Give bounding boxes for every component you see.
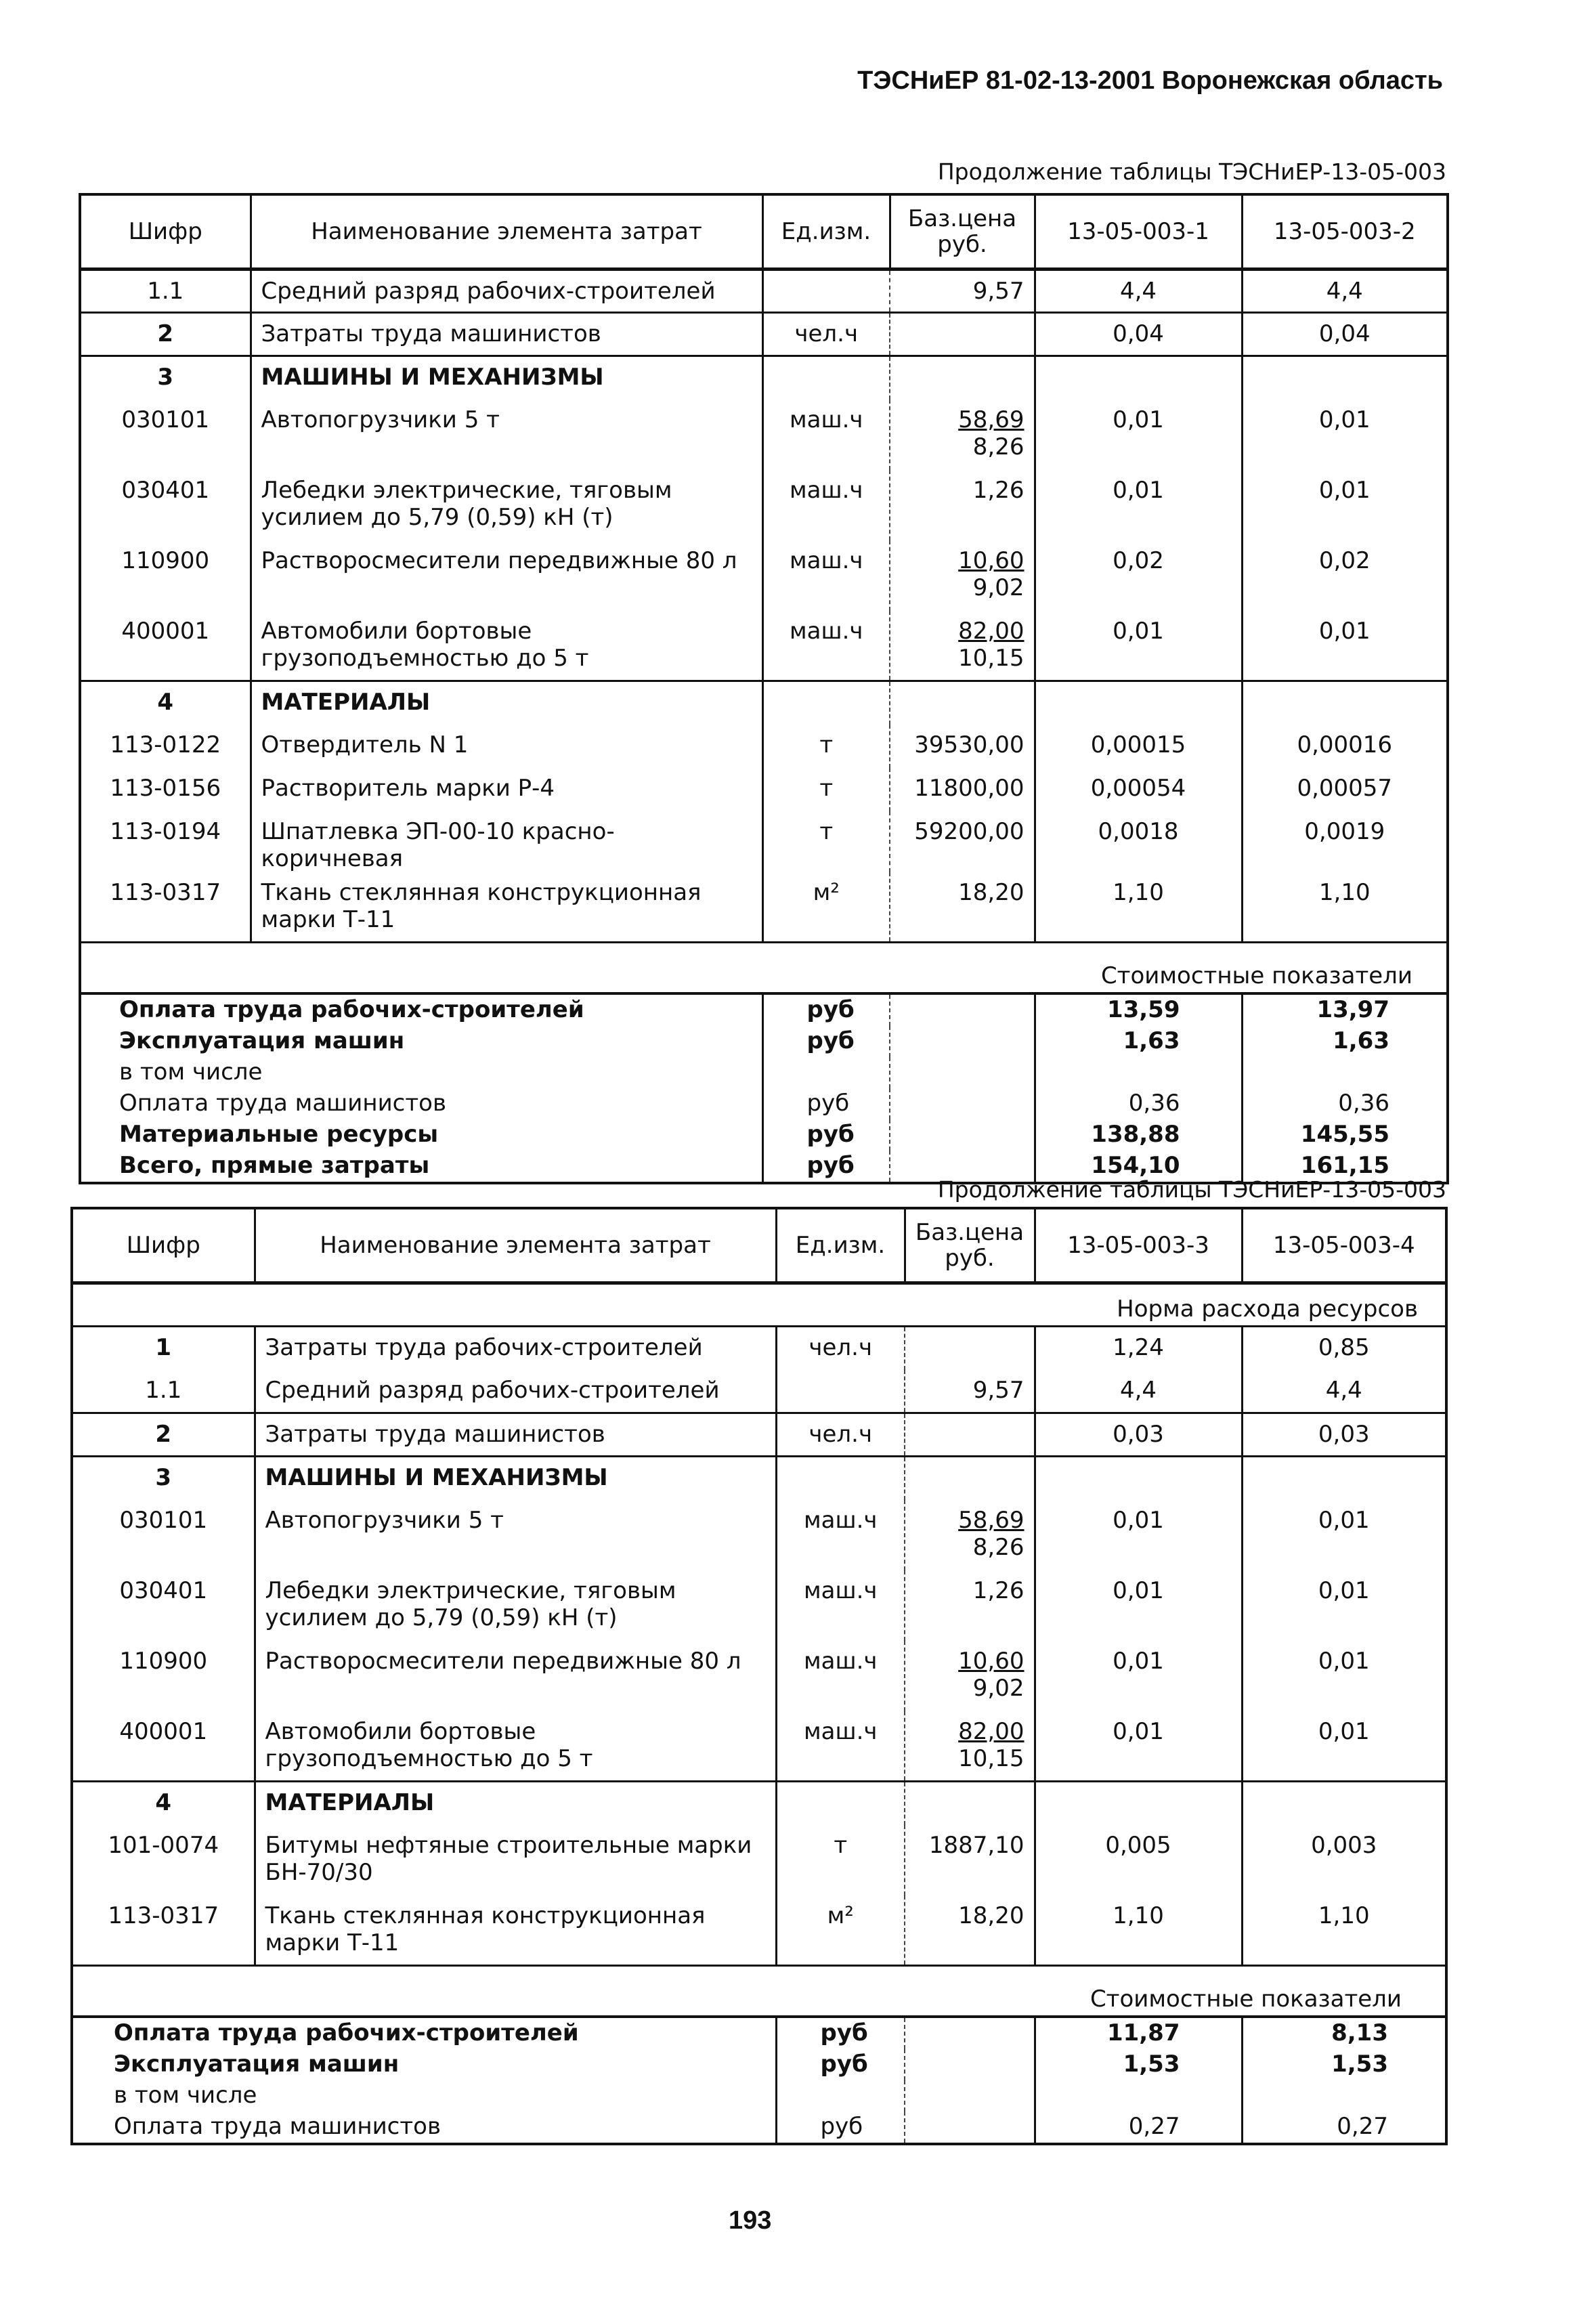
- cell-unit: т: [776, 1825, 905, 1895]
- cell-code: 110900: [72, 1641, 255, 1711]
- col-header-name: Наименование элемента затрат: [251, 194, 762, 270]
- table-row: [72, 1370, 1446, 1413]
- summary-value-1: 154,10: [1035, 1151, 1242, 1183]
- cell-norm-1: 0,00054: [1035, 768, 1242, 811]
- col-header-norm-1: 13-05-003-1: [1035, 194, 1242, 270]
- table-row: [80, 270, 1448, 313]
- cell-code: 101-0074: [72, 1825, 255, 1895]
- cell-code: 3: [80, 356, 251, 400]
- cell-name: Затраты труда рабочих-строителей: [255, 1327, 776, 1370]
- col-header-norm-2: 13-05-003-2: [1242, 194, 1448, 270]
- cell-unit: маш.ч: [776, 1500, 905, 1570]
- price-base: 10,15: [958, 644, 1025, 672]
- cell-code: 400001: [72, 1711, 255, 1782]
- price-base: 9,02: [972, 574, 1025, 601]
- cell-code: 113-0156: [80, 768, 251, 811]
- cell-name: Автомобили бортовые грузоподъемностью до 5 т: [251, 611, 762, 681]
- cell-code: 113-0317: [80, 872, 251, 943]
- cell-name: Ткань стеклянная конструкционная марки Т-11: [251, 872, 762, 943]
- cell-unit: [762, 270, 890, 313]
- cell-norm-1: 0,00015: [1035, 725, 1242, 768]
- price-base: 8,26: [972, 433, 1025, 460]
- summary-label: Оплата труда рабочих-строителей: [80, 993, 762, 1026]
- cell-code: 1.1: [72, 1370, 255, 1413]
- cell-norm-3: 0,01: [1035, 1500, 1242, 1570]
- summary-row: [72, 2080, 1446, 2111]
- cell-code: 4: [72, 1782, 255, 1825]
- summary-label: в том числе: [72, 2080, 776, 2111]
- col-header-name: Наименование элемента затрат: [255, 1208, 776, 1283]
- cell-norm-4: 0,003: [1311, 1831, 1377, 1859]
- cell-unit: маш.ч: [762, 470, 890, 540]
- cell-norm-3: 1,24: [1035, 1327, 1242, 1370]
- cell-price: 59200,00: [890, 811, 1035, 872]
- table1-caption: Продолжение таблицы ТЭСНиЕР-13-05-003: [937, 158, 1446, 185]
- summary-row: [80, 1057, 1448, 1088]
- price-current: 58,69: [958, 1506, 1025, 1534]
- cell-price: [905, 1500, 1035, 1570]
- cell-norm-1: 0,01: [1035, 400, 1242, 470]
- summary-row: [80, 993, 1448, 1026]
- summary-label: Всего, прямые затраты: [80, 1151, 762, 1183]
- price-base: 8,26: [972, 1533, 1025, 1561]
- cell-norm-3: 0,01: [1035, 1711, 1242, 1782]
- cell-price: 9,57: [890, 270, 1035, 313]
- cell-norm-4: 0,01: [1318, 1647, 1370, 1675]
- cell-price: 9,57: [905, 1370, 1035, 1413]
- table-row: [72, 1641, 1446, 1711]
- summary-unit: руб: [776, 2111, 905, 2144]
- cell-norm-4: 0,03: [1242, 1413, 1446, 1457]
- summary-unit: руб: [762, 993, 890, 1026]
- cell-norm-2: 0,01: [1318, 406, 1371, 433]
- cell-name: Битумы нефтяные строительные марки БН-70/30: [255, 1825, 776, 1895]
- cell-unit: маш.ч: [762, 400, 890, 470]
- cell-norm-3: 4,4: [1035, 1370, 1242, 1413]
- summary-value-3: 11,87: [1035, 2017, 1242, 2049]
- table-row: [72, 1327, 1446, 1370]
- norm-band-row: [72, 1283, 1446, 1327]
- summary-unit: руб: [762, 1088, 890, 1119]
- cell-name: Средний разряд рабочих-строителей: [255, 1370, 776, 1413]
- cell-price: [905, 1641, 1035, 1711]
- cell-norm-4: 0,01: [1318, 1717, 1370, 1745]
- cell-name: Затраты труда машинистов: [251, 313, 762, 356]
- cell-unit: т: [762, 811, 890, 872]
- cell-norm-3: 0,03: [1035, 1413, 1242, 1457]
- cell-norm-3: 0,01: [1035, 1570, 1242, 1641]
- table-row: [80, 725, 1448, 768]
- cell-norm-2: 4,4: [1326, 278, 1363, 305]
- section-row: [80, 356, 1448, 400]
- cell-unit: [776, 1370, 905, 1413]
- summary-label: Эксплуатация машин: [80, 1026, 762, 1057]
- cell-name: Автомобили бортовые грузоподъемностью до 5 т: [255, 1711, 776, 1782]
- cell-price: [890, 611, 1035, 681]
- summary-value-2: 145,55: [1300, 1121, 1389, 1148]
- cell-norm-2: 1,10: [1318, 878, 1371, 906]
- summary-value-2: 161,15: [1300, 1152, 1389, 1179]
- section-title: МАТЕРИАЛЫ: [255, 1782, 776, 1825]
- table2-caption: Продолжение таблицы ТЭСНиЕР-13-05-003: [937, 1176, 1446, 1203]
- col-header-norm-3: 13-05-003-3: [1035, 1208, 1242, 1283]
- col-header-price: Баз.цена руб.: [905, 1208, 1035, 1283]
- cell-unit: маш.ч: [776, 1711, 905, 1782]
- cell-code: 4: [80, 681, 251, 725]
- cell-norm-2: 0,01: [1318, 476, 1371, 504]
- summary-label: Эксплуатация машин: [72, 2049, 776, 2080]
- cell-name: Автопогрузчики 5 т: [255, 1500, 776, 1570]
- summary-value-1: 0,36: [1035, 1088, 1242, 1119]
- cell-code: 400001: [80, 611, 251, 681]
- cell-code: 110900: [80, 540, 251, 611]
- col-header-code: Шифр: [72, 1208, 255, 1283]
- cell-name: Лебедки электрические, тяговым усилием до 5,79 (0,59) кН (т): [251, 470, 762, 540]
- cell-norm-2: 0,04: [1242, 313, 1448, 356]
- summary-value-3: 0,27: [1035, 2111, 1242, 2144]
- cell-code: 113-0194: [80, 811, 251, 872]
- table-row: [72, 1825, 1446, 1895]
- cell-unit: м²: [776, 1895, 905, 1966]
- cell-unit: чел.ч: [776, 1327, 905, 1370]
- table-row: [72, 1500, 1446, 1570]
- cell-unit: маш.ч: [762, 611, 890, 681]
- cell-unit: маш.ч: [776, 1570, 905, 1641]
- summary-unit: руб: [762, 1026, 890, 1057]
- cell-norm-4: 1,10: [1318, 1902, 1370, 1929]
- price-current: 82,00: [958, 1717, 1025, 1745]
- cell-name: Автопогрузчики 5 т: [251, 400, 762, 470]
- page-header: ТЭСНиЕР 81-02-13-2001 Воронежская область: [857, 66, 1443, 95]
- cell-price: [890, 313, 1035, 356]
- summary-label: Оплата труда машинистов: [80, 1088, 762, 1119]
- cell-code: 030401: [72, 1570, 255, 1641]
- cell-name: Растворосмесители передвижные 80 л: [255, 1641, 776, 1711]
- summary-value-4: 0,27: [1337, 2113, 1388, 2140]
- summary-row: [80, 1088, 1448, 1119]
- cell-price: [890, 540, 1035, 611]
- cell-norm-1: 0,01: [1035, 470, 1242, 540]
- cost-band-label: Стоимостные показатели: [80, 943, 1448, 994]
- cell-price: [905, 1711, 1035, 1782]
- cell-name: Ткань стеклянная конструкционная марки Т-11: [255, 1895, 776, 1966]
- cost-band-label: Стоимостные показатели: [72, 1966, 1446, 2017]
- page-number: 193: [729, 2206, 772, 2235]
- cell-unit: маш.ч: [776, 1641, 905, 1711]
- cell-norm-1: 1,10: [1035, 872, 1242, 943]
- summary-row: [80, 1026, 1448, 1057]
- cell-name: Затраты труда машинистов: [255, 1413, 776, 1457]
- section-title: МАШИНЫ И МЕХАНИЗМЫ: [251, 356, 762, 400]
- cell-price: 18,20: [890, 872, 1035, 943]
- summary-row: [72, 2049, 1446, 2080]
- price-current: 10,60: [958, 546, 1025, 574]
- table-row: [80, 768, 1448, 811]
- col-header-norm-4: 13-05-003-4: [1242, 1208, 1446, 1283]
- cell-code: 030401: [80, 470, 251, 540]
- summary-label: Оплата труда рабочих-строителей: [72, 2017, 776, 2049]
- cell-price: 18,20: [905, 1895, 1035, 1966]
- cell-norm-1: 4,4: [1035, 270, 1242, 313]
- price-current: 10,60: [958, 1647, 1025, 1675]
- cell-price: 1887,10: [905, 1825, 1035, 1895]
- summary-label: Материальные ресурсы: [80, 1119, 762, 1151]
- cell-price: [905, 1413, 1035, 1457]
- table2-header-row: [72, 1208, 1446, 1283]
- table-row: [80, 313, 1448, 356]
- section-row: [72, 1782, 1446, 1825]
- cell-norm-2: 0,0019: [1304, 817, 1385, 845]
- cell-norm-4: 0,01: [1318, 1506, 1370, 1534]
- summary-value-2: 13,97: [1242, 993, 1448, 1026]
- price-base: 10,15: [958, 1744, 1025, 1772]
- cell-unit: чел.ч: [776, 1413, 905, 1457]
- cost-band-row: [80, 943, 1448, 994]
- table-row: [72, 1570, 1446, 1641]
- section-row: [80, 681, 1448, 725]
- cell-code: 1: [72, 1327, 255, 1370]
- table1-header-row: [80, 194, 1448, 270]
- norm-band-label: Норма расхода ресурсов: [1117, 1295, 1418, 1323]
- summary-value-1: 13,59: [1035, 993, 1242, 1026]
- cell-price: [905, 1327, 1035, 1370]
- table-row: [80, 811, 1448, 872]
- table-row: [72, 1895, 1446, 1966]
- cell-unit: маш.ч: [762, 540, 890, 611]
- cell-norm-2: 0,02: [1318, 546, 1371, 574]
- cell-code: 030101: [72, 1500, 255, 1570]
- summary-row: [72, 2017, 1446, 2049]
- table-row: [80, 470, 1448, 540]
- summary-value-2: 0,36: [1338, 1090, 1389, 1117]
- col-header-price: Баз.цена руб.: [890, 194, 1035, 270]
- summary-label: в том числе: [80, 1057, 762, 1088]
- cell-norm-4: 0,85: [1242, 1327, 1446, 1370]
- cell-norm-1: 0,01: [1035, 611, 1242, 681]
- section-row: [72, 1457, 1446, 1500]
- cell-unit: м²: [762, 872, 890, 943]
- table-row: [80, 611, 1448, 681]
- summary-value-4: 1,53: [1331, 2051, 1388, 2078]
- cell-code: 113-0317: [72, 1895, 255, 1966]
- col-header-unit: Ед.изм.: [776, 1208, 905, 1283]
- cell-name: Растворосмесители передвижные 80 л: [251, 540, 762, 611]
- summary-value-3: 1,53: [1035, 2049, 1242, 2080]
- summary-unit: руб: [776, 2017, 905, 2049]
- cell-unit: т: [762, 725, 890, 768]
- cell-unit: т: [762, 768, 890, 811]
- cell-norm-1: 0,0018: [1035, 811, 1242, 872]
- table-row: [80, 540, 1448, 611]
- summary-row: [80, 1119, 1448, 1151]
- cell-name: Шпатлевка ЭП-00-10 красно-коричневая: [251, 811, 762, 872]
- cell-code: 030101: [80, 400, 251, 470]
- summary-row: [72, 2111, 1446, 2144]
- price-current: 82,00: [958, 617, 1025, 645]
- cell-price: 11800,00: [890, 768, 1035, 811]
- table-row: [72, 1711, 1446, 1782]
- cost-band-row: [72, 1966, 1446, 2017]
- summary-value-1: 138,88: [1035, 1119, 1242, 1151]
- summary-value-4: 8,13: [1242, 2017, 1446, 2049]
- col-header-unit: Ед.изм.: [762, 194, 890, 270]
- cell-code: 2: [80, 313, 251, 356]
- cell-price: [890, 400, 1035, 470]
- table-row: [72, 1413, 1446, 1457]
- summary-value-1: 1,63: [1035, 1026, 1242, 1057]
- section-title: МАШИНЫ И МЕХАНИЗМЫ: [255, 1457, 776, 1500]
- cell-norm-3: 1,10: [1035, 1895, 1242, 1966]
- table-row: [80, 872, 1448, 943]
- summary-unit: руб: [762, 1119, 890, 1151]
- cell-name: Отвердитель N 1: [251, 725, 762, 768]
- cell-norm-1: 0,02: [1035, 540, 1242, 611]
- table-row: [80, 400, 1448, 470]
- price-base: 9,02: [972, 1674, 1025, 1702]
- cell-code: 113-0122: [80, 725, 251, 768]
- cell-price: 1,26: [890, 470, 1035, 540]
- cell-norm-2: 0,00057: [1297, 774, 1393, 802]
- cell-code: 3: [72, 1457, 255, 1500]
- cell-norm-2: 0,00016: [1297, 731, 1393, 758]
- cell-norm-4: 0,01: [1318, 1577, 1370, 1604]
- summary-unit: руб: [776, 2049, 905, 2080]
- cell-price: 1,26: [905, 1570, 1035, 1641]
- cell-norm-2: 0,01: [1318, 617, 1371, 645]
- summary-label: Оплата труда машинистов: [72, 2111, 776, 2144]
- cell-price: 39530,00: [890, 725, 1035, 768]
- price-current: 58,69: [958, 406, 1025, 433]
- cell-name: Средний разряд рабочих-строителей: [251, 270, 762, 313]
- section-title: МАТЕРИАЛЫ: [251, 681, 762, 725]
- col-header-code: Шифр: [80, 194, 251, 270]
- cell-name: Лебедки электрические, тяговым усилием до 5,79 (0,59) кН (т): [255, 1570, 776, 1641]
- cost-table-2: [70, 1207, 1448, 2145]
- cell-name: Растворитель марки Р-4: [251, 768, 762, 811]
- cell-norm-1: 0,04: [1035, 313, 1242, 356]
- cell-code: 2: [72, 1413, 255, 1457]
- summary-unit: руб: [762, 1151, 890, 1183]
- cell-norm-3: 0,01: [1035, 1641, 1242, 1711]
- cell-norm-3: 0,005: [1035, 1825, 1242, 1895]
- cell-unit: чел.ч: [762, 313, 890, 356]
- summary-value-2: 1,63: [1333, 1027, 1389, 1054]
- cost-table-1: [79, 193, 1449, 1184]
- cell-norm-4: 4,4: [1325, 1376, 1362, 1404]
- cell-code: 1.1: [80, 270, 251, 313]
